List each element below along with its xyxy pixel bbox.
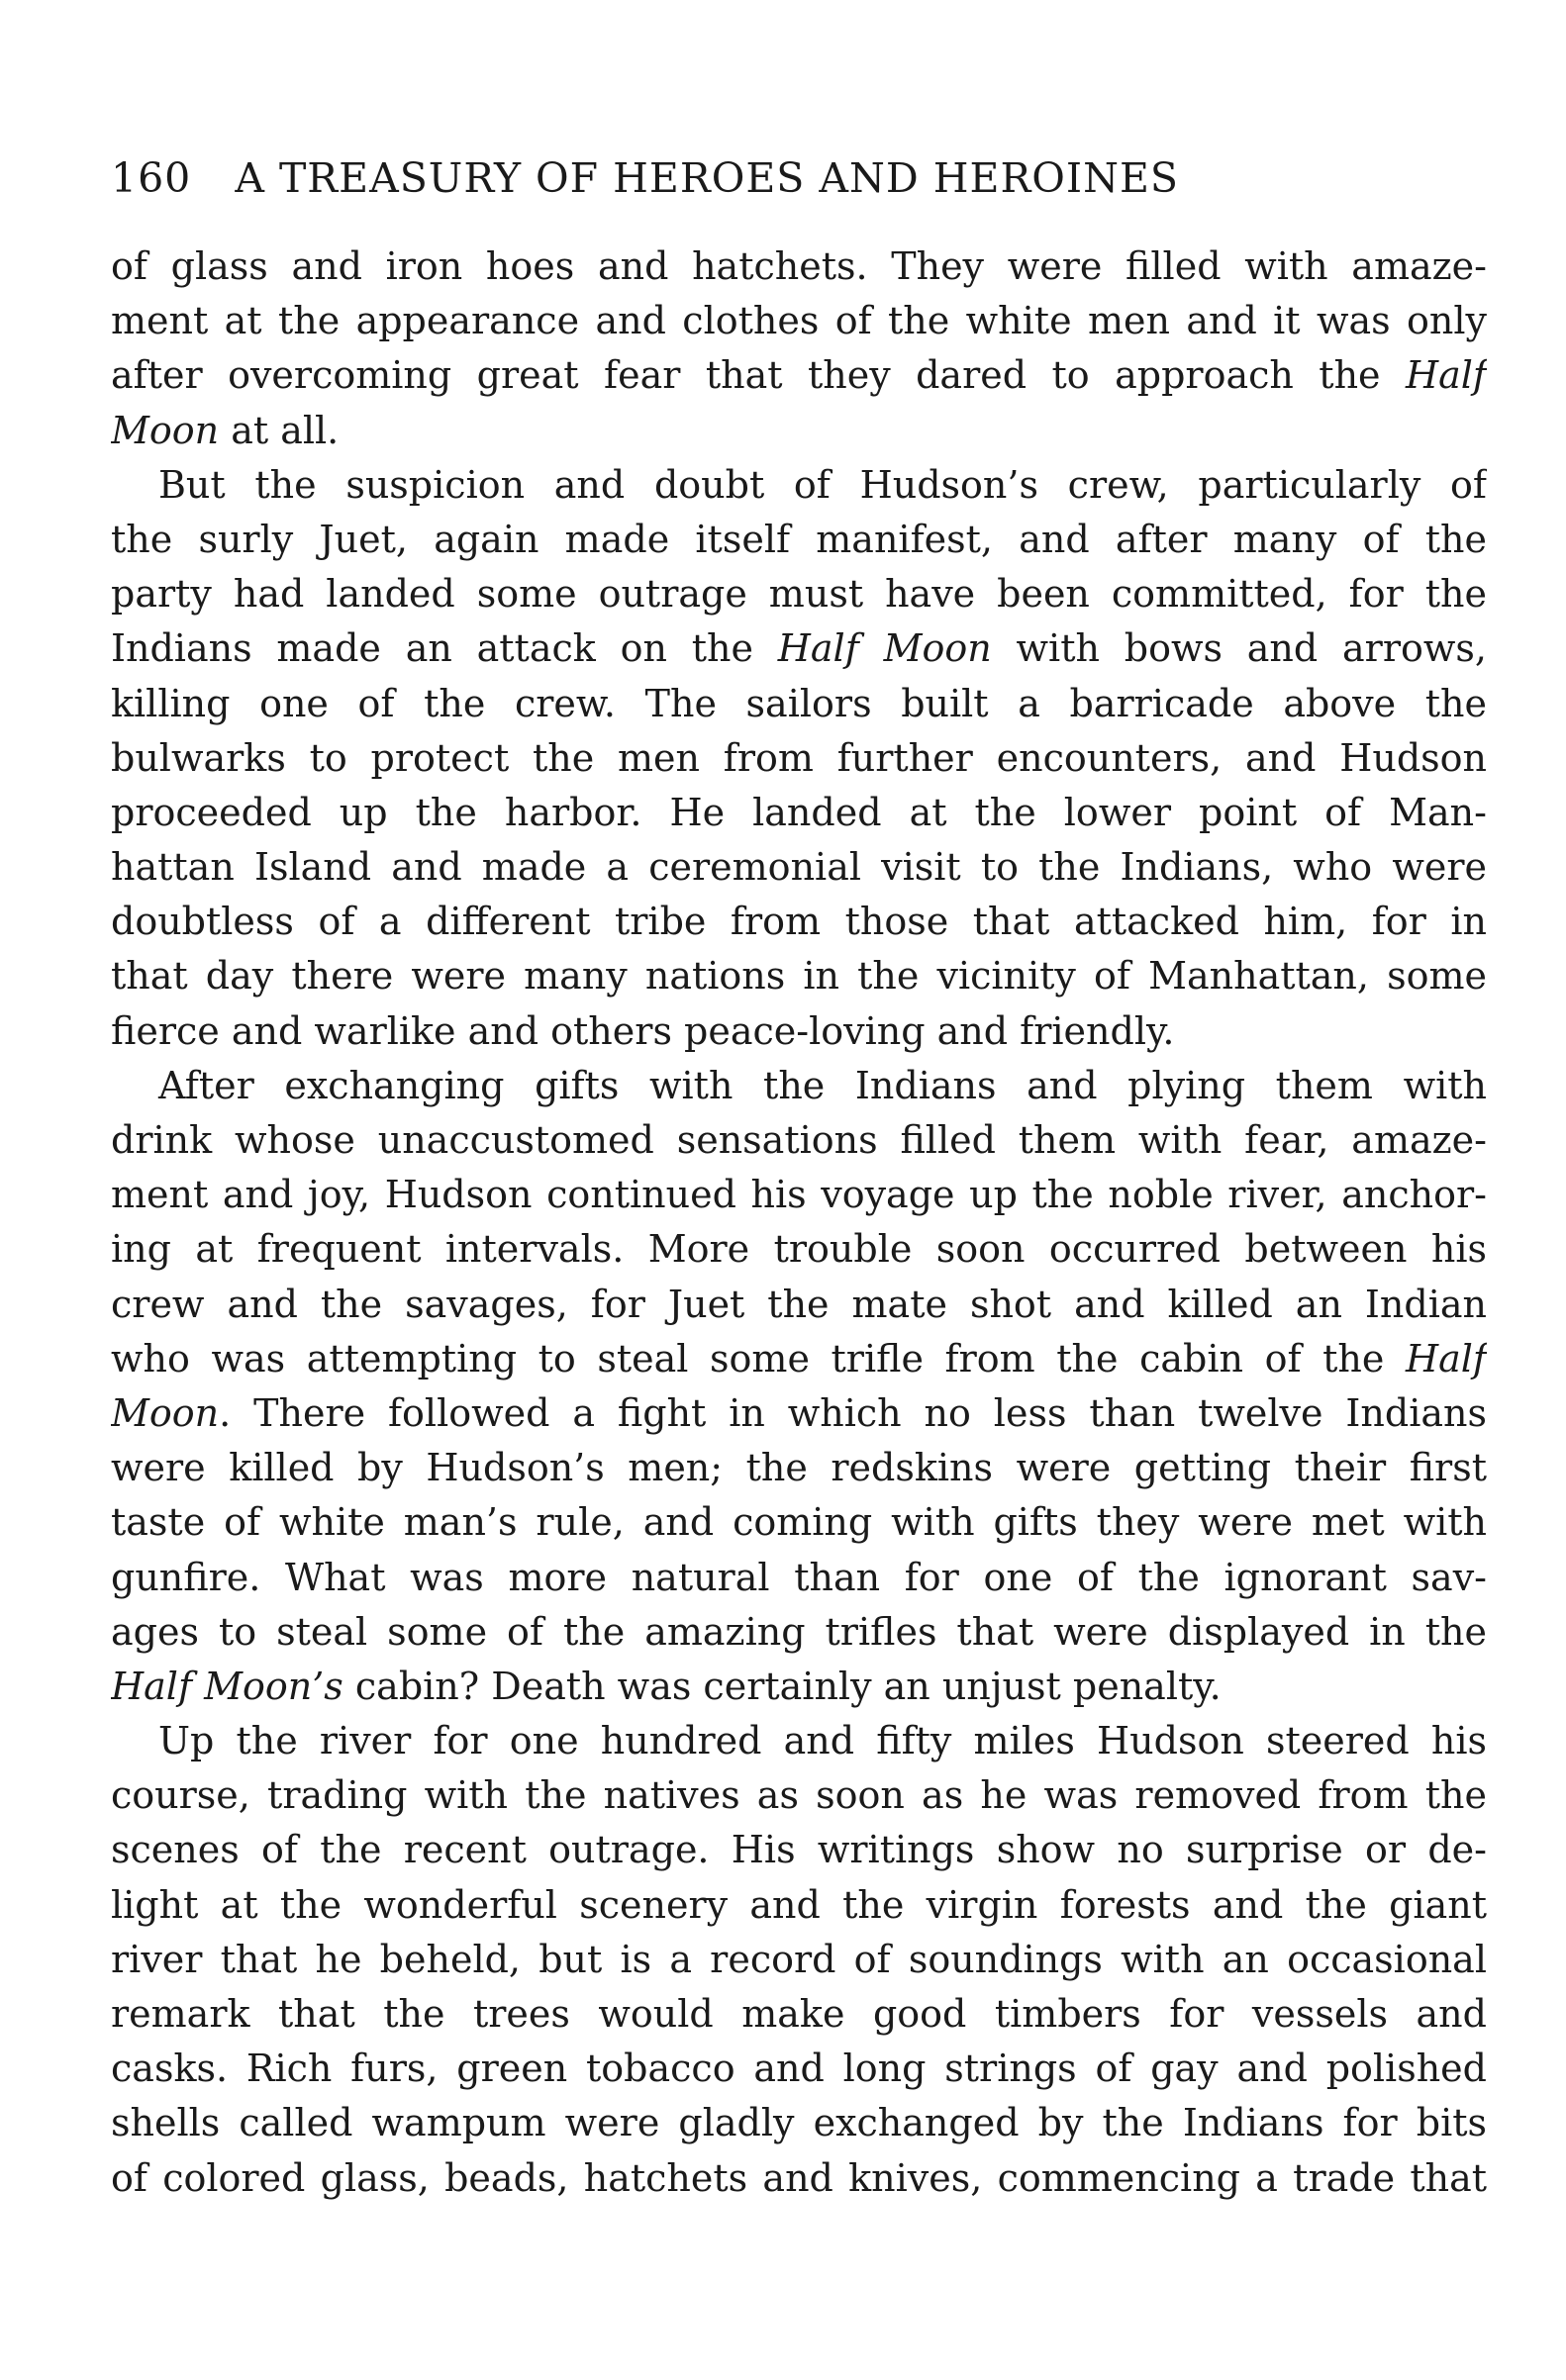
text-line: hattan Island and made a ceremonial visit to the Indians, who were	[111, 845, 1487, 890]
text-line: After exchanging gifts with the Indians and plying them with	[158, 1063, 1487, 1107]
running-title: A TREASURY OF HEROES AND HEROINES	[235, 154, 1180, 202]
text-line: Up the river for one hundred and fifty miles Hudson steered his	[158, 1719, 1487, 1763]
text-line: of glass and iron hoes and hatchets. They were filled with amaze-	[111, 244, 1487, 288]
text-line: fierce and warlike and others peace-loving and friendly.	[111, 1008, 1175, 1053]
text-line: ing at frequent intervals. More trouble soon occurred between his	[111, 1227, 1487, 1272]
text-line: casks. Rich furs, green tobacco and long strings of gay and polished	[111, 2047, 1487, 2091]
text-line: But the suspicion and doubt of Hudson’s crew, particularly of	[158, 462, 1487, 507]
text-line: ages to steal some of the amazing trifles that were displayed in the	[111, 1609, 1487, 1654]
text-line: the surly Juet, again made itself manifest, and after many of the	[111, 517, 1487, 561]
text-line: light at the wonderful scenery and the virgin forests and the giant	[111, 1882, 1487, 1927]
text-line: gunfire. What was more natural than for one of the ignorant sav-	[111, 1555, 1487, 1599]
text-line: doubtless of a different tribe from those that attacked him, for in	[111, 900, 1487, 944]
text-line: who was attempting to steal some trifle from the cabin of the Half	[111, 1336, 1487, 1380]
text-line: course, trading with the natives as soon as he was removed from the	[111, 1773, 1487, 1818]
text-line: ment and joy, Hudson continued his voyage up the noble river, anchor-	[111, 1173, 1487, 1217]
text-line: bulwarks to protect the men from further encounters, and Hudson	[111, 735, 1487, 780]
text-line: river that he beheld, but is a record of soundings with an occasional	[111, 1937, 1487, 1981]
text-line: Indians made an attack on the Half Moon with bows and arrows,	[111, 626, 1487, 671]
text-line: Moon. There followed a fight in which no less than twelve Indians	[111, 1390, 1487, 1435]
text-line: after overcoming great fear that they dared to approach the Half	[111, 353, 1487, 398]
text-line: Half Moon’s cabin? Death was certainly an unjust penalty.	[111, 1664, 1222, 1708]
text-line: killing one of the crew. The sailors built a barricade above the	[111, 681, 1487, 725]
text-line: drink whose unaccustomed sensations filled them with fear, amaze-	[111, 1118, 1487, 1162]
text-line: Moon at all.	[111, 408, 340, 452]
text-line: crew and the savages, for Juet the mate shot and killed an Indian	[111, 1282, 1487, 1326]
text-line: taste of white man’s rule, and coming with gifts they were met with	[111, 1500, 1487, 1545]
text-line: party had landed some outrage must have been committed, for the	[111, 572, 1487, 617]
text-line: ment at the appearance and clothes of the white men and it was only	[111, 299, 1487, 343]
text-line: shells called wampum were gladly exchanged by the Indians for bits	[111, 2101, 1487, 2145]
text-line: proceeded up the harbor. He landed at the lower point of Man-	[111, 790, 1487, 834]
page-number: 160	[111, 154, 192, 202]
running-head	[111, 148, 1497, 208]
text-line: of colored glass, beads, hatchets and knives, commencing a trade that	[111, 2155, 1487, 2200]
text-line: were killed by Hudson’s men; the redskins were getting their first	[111, 1446, 1487, 1490]
body-text	[111, 239, 1487, 2206]
text-line: remark that the trees would make good timbers for vessels and	[111, 1992, 1487, 2036]
text-line: scenes of the recent outrage. His writings show no surprise or de-	[111, 1828, 1487, 1872]
text-line: that day there were many nations in the vicinity of Manhattan, some	[111, 954, 1487, 999]
